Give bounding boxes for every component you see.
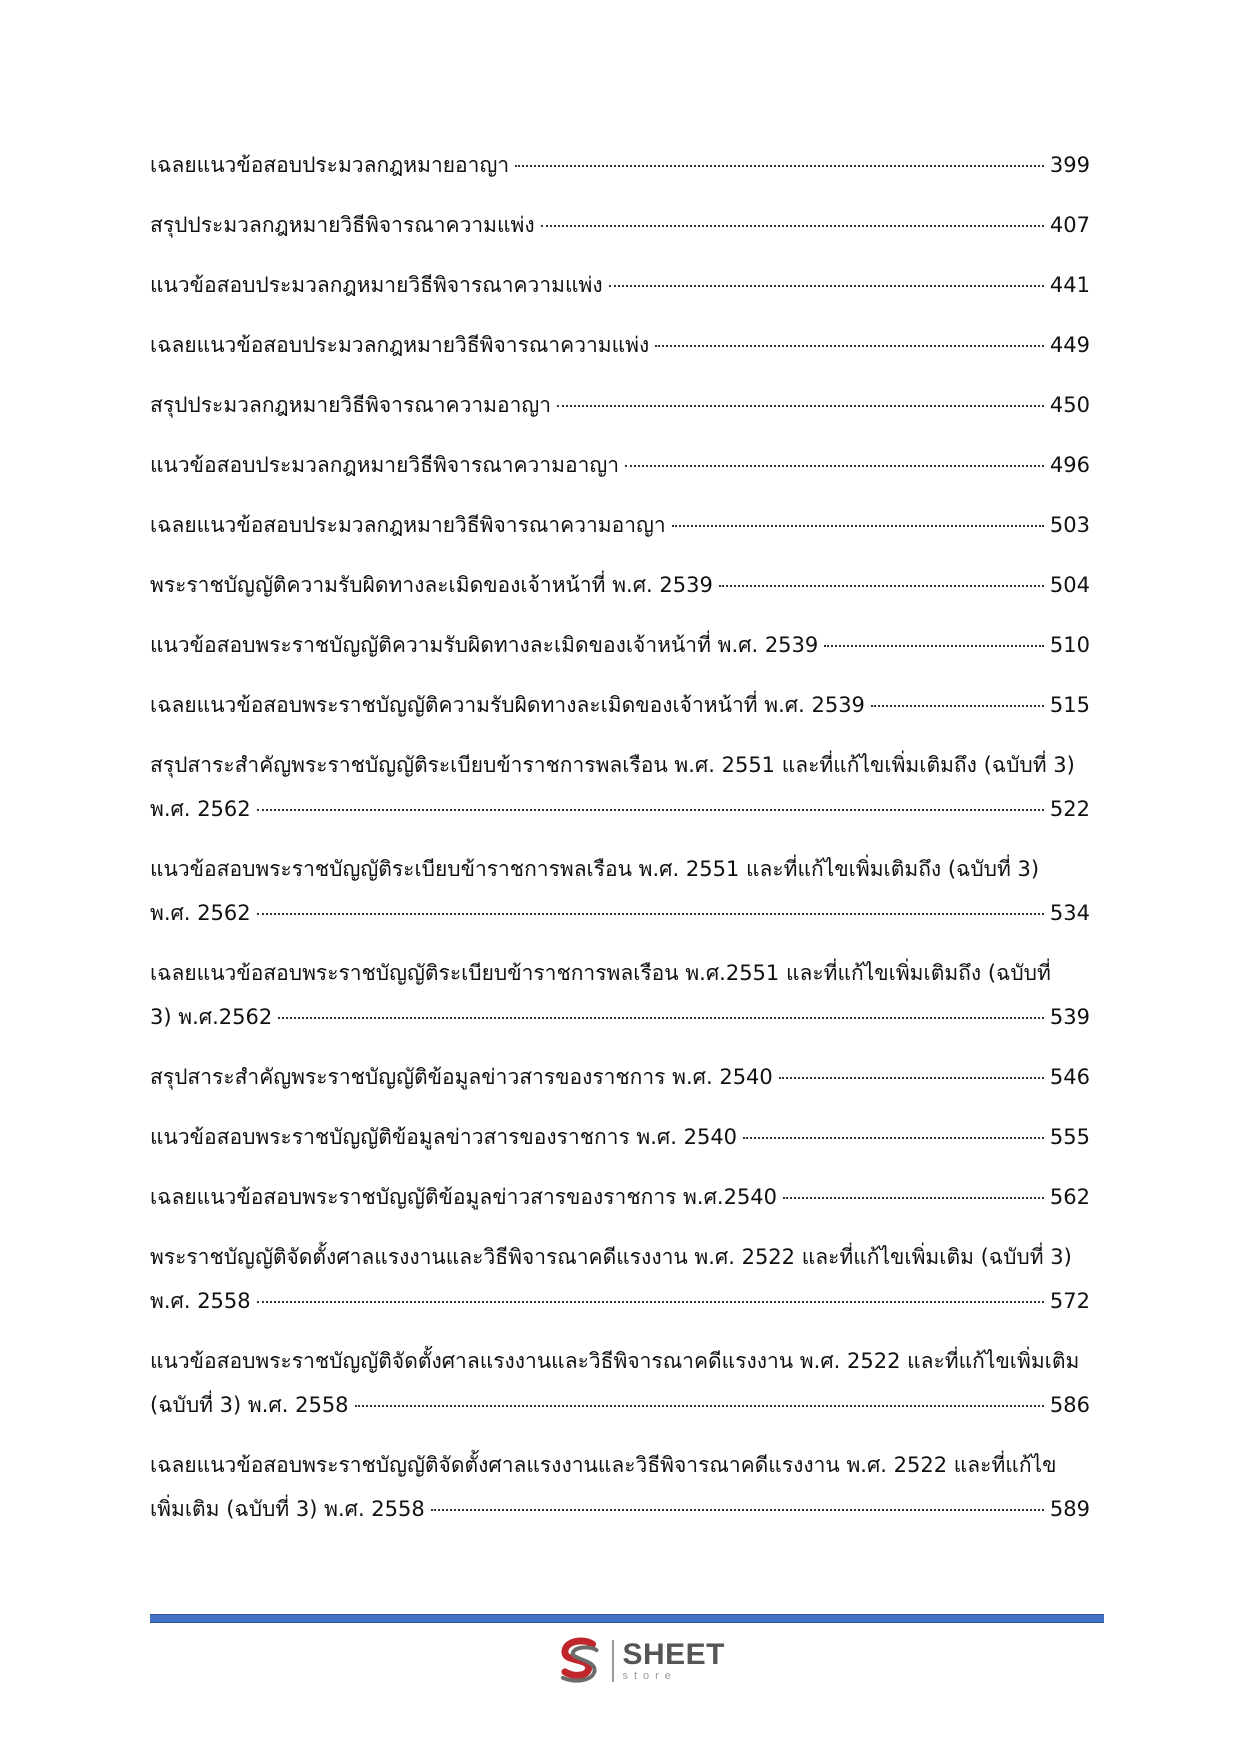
toc-entry-title: เฉลยแนวข้อสอบประมวลกฎหมายอาญา [150,153,510,177]
dot-leader [672,525,1044,527]
toc-page-number: 534 [1049,901,1090,925]
toc-page-number: 407 [1049,213,1090,237]
brand-name: SHEET [622,1638,725,1671]
toc-page-number: 449 [1049,333,1090,357]
toc-line [150,1390,1090,1420]
toc-line [150,690,1090,720]
dot-leader [515,165,1044,167]
toc-entry [150,510,1090,540]
toc-line [150,958,1090,988]
toc-page-number: 555 [1049,1125,1090,1149]
toc-page-number: 399 [1049,153,1090,177]
toc-entry [150,958,1090,1032]
toc-page-number: 522 [1049,797,1090,821]
toc-entry-title: แนวข้อสอบพระราชบัญญัติความรับผิดทางละเมิดของเจ้าหน้าที่ พ.ศ. 2539 [150,633,819,657]
toc-line [150,1122,1090,1152]
dot-leader [257,1301,1044,1303]
toc-page-number: 515 [1049,693,1090,717]
toc-entry-title: พระราชบัญญัติความรับผิดทางละเมิดของเจ้าหน้าที่ พ.ศ. 2539 [150,573,713,597]
toc-entry-title: 3) พ.ศ.2562 [150,1005,273,1029]
toc-entry-title: พระราชบัญญัติจัดตั้งศาลแรงงานและวิธีพิจารณาคดีแรงงาน พ.ศ. 2522 และที่แก้ไขเพิ่มเติม (ฉบับที่ 3) [150,1245,1072,1269]
toc-line [150,270,1090,300]
dot-leader [743,1137,1044,1139]
toc-entry-title: (ฉบับที่ 3) พ.ศ. 2558 [150,1393,349,1417]
toc-line [150,1182,1090,1212]
toc-line [150,1242,1090,1272]
toc-entry [150,750,1090,824]
toc-page-number: 510 [1049,633,1090,657]
toc-entry-title: พ.ศ. 2562 [150,901,251,925]
toc-page-number: 496 [1049,453,1090,477]
dot-leader [655,345,1044,347]
sheet-store-logo [555,1635,725,1687]
table-of-contents [150,150,1090,1554]
brand-text [612,1640,725,1682]
dot-leader [257,809,1044,811]
toc-line [150,450,1090,480]
toc-entry-title: สรุปสาระสำคัญพระราชบัญญัติระเบียบข้าราชการพลเรือน พ.ศ. 2551 และที่แก้ไขเพิ่มเติมถึง (ฉบับที่ 3) [150,753,1075,777]
dot-leader [719,585,1044,587]
toc-line [150,750,1090,780]
toc-line [150,898,1090,928]
toc-entry [150,630,1090,660]
dot-leader [824,645,1044,647]
toc-entry-title: พ.ศ. 2562 [150,797,251,821]
toc-entry-title: เฉลยแนวข้อสอบพระราชบัญญัติข้อมูลข่าวสารของราชการ พ.ศ.2540 [150,1185,778,1209]
toc-entry-title: แนวข้อสอบพระราชบัญญัติระเบียบข้าราชการพลเรือน พ.ศ. 2551 และที่แก้ไขเพิ่มเติมถึง (ฉบับที่ 3) [150,857,1040,881]
toc-page-number: 504 [1049,573,1090,597]
toc-line [150,1494,1090,1524]
toc-entry [150,150,1090,180]
toc-entry-title: เฉลยแนวข้อสอบประมวลกฎหมายวิธีพิจารณาความอาญา [150,513,666,537]
toc-page-number: 586 [1049,1393,1090,1417]
toc-entry-title: เฉลยแนวข้อสอบพระราชบัญญัติจัดตั้งศาลแรงงานและวิธีพิจารณาคดีแรงงาน พ.ศ. 2522 และที่แก้ไข [150,1453,1057,1477]
dot-leader [541,225,1044,227]
toc-entry [150,210,1090,240]
dot-leader [871,705,1044,707]
toc-entry [150,1346,1090,1420]
toc-entry [150,570,1090,600]
toc-entry-title: สรุปประมวลกฎหมายวิธีพิจารณาความอาญา [150,393,552,417]
dot-leader [431,1509,1044,1511]
toc-entry-title: เฉลยแนวข้อสอบประมวลกฎหมายวิธีพิจารณาความแพ่ง [150,333,650,357]
toc-page-number: 589 [1049,1497,1090,1521]
toc-entry [150,1242,1090,1316]
toc-page-number: 450 [1049,393,1090,417]
toc-entry [150,270,1090,300]
toc-entry-title: แนวข้อสอบพระราชบัญญัติข้อมูลข่าวสารของราชการ พ.ศ. 2540 [150,1125,738,1149]
toc-line [150,630,1090,660]
dot-leader [257,913,1044,915]
toc-line [150,1450,1090,1480]
toc-line [150,1062,1090,1092]
toc-page-number: 572 [1049,1289,1090,1313]
toc-entry-title: สรุปประมวลกฎหมายวิธีพิจารณาความแพ่ง [150,213,535,237]
dot-leader [779,1077,1044,1079]
dot-leader [609,285,1044,287]
dot-leader [625,465,1044,467]
toc-entry-title: เพิ่มเติม (ฉบับที่ 3) พ.ศ. 2558 [150,1497,425,1521]
footer-rule [150,1614,1104,1623]
toc-entry [150,330,1090,360]
toc-entry-title: เฉลยแนวข้อสอบพระราชบัญญัติความรับผิดทางละเมิดของเจ้าหน้าที่ พ.ศ. 2539 [150,693,865,717]
toc-entry [150,1062,1090,1092]
toc-page-number: 441 [1049,273,1090,297]
dot-leader [783,1197,1044,1199]
toc-entry [150,690,1090,720]
dot-leader [278,1017,1044,1019]
toc-page-number: 546 [1049,1065,1090,1089]
toc-line [150,210,1090,240]
toc-line [150,330,1090,360]
toc-page-number: 539 [1049,1005,1090,1029]
toc-entry [150,1122,1090,1152]
toc-entry-title: แนวข้อสอบประมวลกฎหมายวิธีพิจารณาความอาญา [150,453,620,477]
toc-entry [150,854,1090,928]
toc-entry-title: แนวข้อสอบพระราชบัญญัติจัดตั้งศาลแรงงานและวิธีพิจารณาคดีแรงงาน พ.ศ. 2522 และที่แก้ไขเพิ่มเติม [150,1349,1080,1373]
toc-entry [150,390,1090,420]
toc-line [150,150,1090,180]
toc-line [150,1346,1090,1376]
toc-entry [150,1450,1090,1524]
toc-entry [150,1182,1090,1212]
toc-line [150,1002,1090,1032]
toc-entry-title: พ.ศ. 2558 [150,1289,251,1313]
toc-line [150,390,1090,420]
toc-entry-title: สรุปสาระสำคัญพระราชบัญญัติข้อมูลข่าวสารของราชการ พ.ศ. 2540 [150,1065,773,1089]
toc-line [150,1286,1090,1316]
sheet-s-logo-icon [555,1636,604,1686]
toc-entry [150,450,1090,480]
toc-entry-title: เฉลยแนวข้อสอบพระราชบัญญัติระเบียบข้าราชการพลเรือน พ.ศ.2551 และที่แก้ไขเพิ่มเติมถึง (ฉบับที่ [150,961,1051,985]
toc-line [150,854,1090,884]
toc-entry-title: แนวข้อสอบประมวลกฎหมายวิธีพิจารณาความแพ่ง [150,273,603,297]
dot-leader [557,405,1044,407]
brand-sub: store [622,1670,677,1682]
toc-line [150,570,1090,600]
dot-leader [355,1405,1044,1407]
toc-line [150,510,1090,540]
toc-line [150,794,1090,824]
toc-page-number: 562 [1049,1185,1090,1209]
toc-page-number: 503 [1049,513,1090,537]
